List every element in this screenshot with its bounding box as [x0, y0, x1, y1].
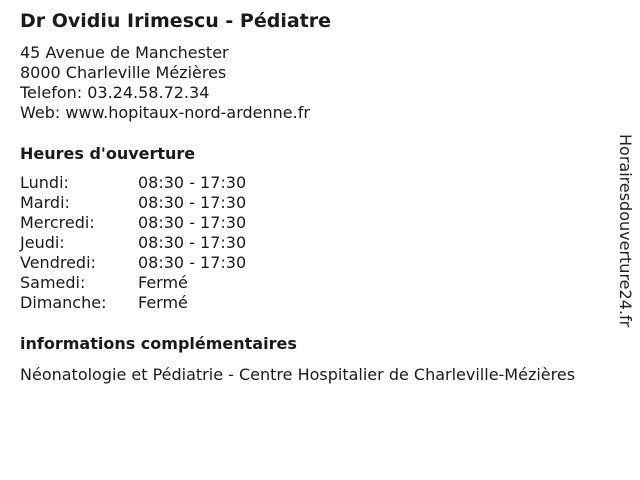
- opening-hours-heading: Heures d'ouverture: [20, 144, 196, 163]
- hours-row-thursday: [20, 233, 246, 253]
- hours-time: 08:30 - 17:30: [138, 173, 247, 192]
- hours-day: Dimanche:: [20, 293, 107, 312]
- brand-watermark: Horairesdouverture24.fr: [616, 134, 635, 328]
- hours-day: Lundi:: [20, 173, 69, 192]
- hours-time: 08:30 - 17:30: [138, 233, 247, 252]
- additional-info-heading: informations complémentaires: [20, 334, 297, 353]
- opening-hours-table: [20, 173, 246, 313]
- hours-day: Samedi:: [20, 273, 86, 292]
- hours-row-saturday: [20, 273, 246, 293]
- address-street: 45 Avenue de Manchester: [20, 43, 229, 62]
- hours-time: Fermé: [138, 273, 188, 292]
- hours-time: Fermé: [138, 293, 188, 312]
- hours-row-wednesday: [20, 213, 246, 233]
- hours-row-monday: [20, 173, 246, 193]
- hours-time: 08:30 - 17:30: [138, 193, 247, 212]
- hours-day: Mardi:: [20, 193, 70, 212]
- page-title: Dr Ovidiu Irimescu - Pédiatre: [20, 10, 331, 32]
- hours-day: Jeudi:: [20, 233, 65, 252]
- hours-day: Vendredi:: [20, 253, 96, 272]
- hours-day: Mercredi:: [20, 213, 95, 232]
- hours-time: 08:30 - 17:30: [138, 213, 247, 232]
- hours-time: 08:30 - 17:30: [138, 253, 247, 272]
- website-link[interactable]: Web: www.hopitaux-nord-ardenne.fr: [20, 103, 310, 122]
- address-city: 8000 Charleville Mézières: [20, 63, 227, 82]
- phone-number: Telefon: 03.24.58.72.34: [20, 83, 210, 102]
- hours-row-sunday: [20, 293, 246, 313]
- additional-info-text: Néonatologie et Pédiatrie - Centre Hospitalier de Charleville-Mézières: [20, 365, 576, 384]
- hours-row-tuesday: [20, 193, 246, 213]
- address-block: [20, 43, 310, 123]
- hours-row-friday: [20, 253, 246, 273]
